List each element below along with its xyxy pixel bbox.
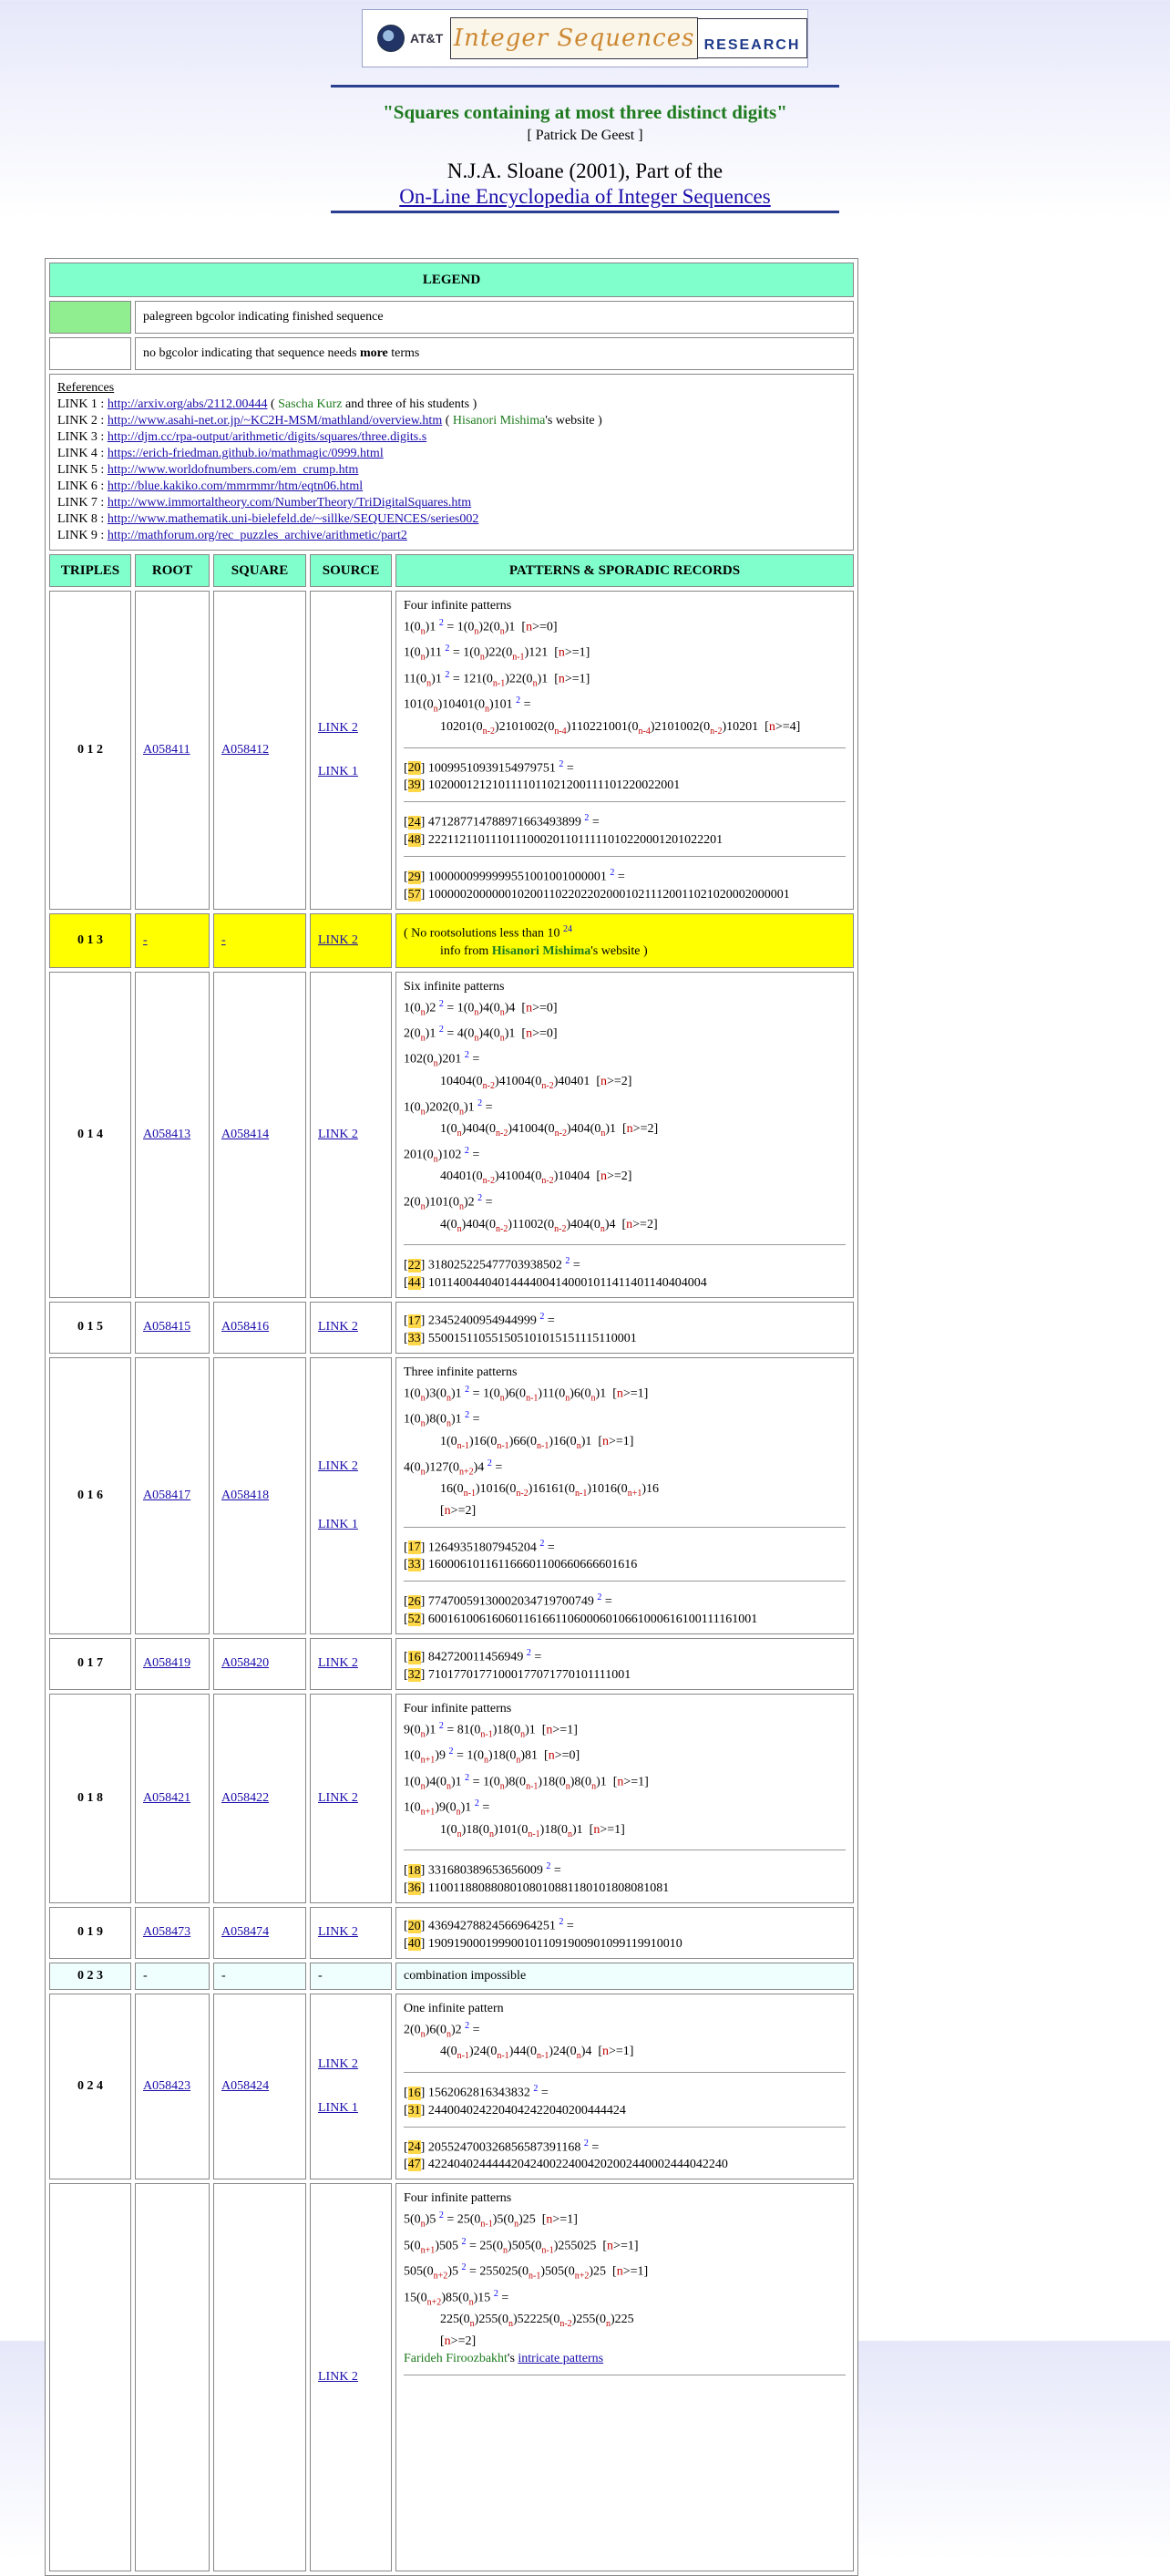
table-row (49, 2183, 854, 2571)
square-link[interactable]: A058416 (221, 1320, 270, 1334)
square-link[interactable]: A058412 (221, 742, 270, 757)
patterns-cell: Four infinite patterns $5(0_n)5$ $^2 = 25(0_{n-1})5(0_n)25$ [n>=1] $5(0_{n+1})505$ $^2 = 25(0_n)505(0_{n-1})255025$ [n>=1] $505(0_{n+2})5$ $^2 = 255025(0_{n-1})505(0_{n+2})25$ [n>=1] $15(0_{n+2})85(0_n)15$ $^2$ = $225(0_n)255(0_n)52225(0_{n-2})255(0_n)225$ [n>=2] Farideh Firoozbakht's intricate patterns (395, 2183, 854, 2571)
references (49, 374, 854, 551)
table-row: 0 1 5 A058415 A058416 LINK 2 [17] 23452400954944999 $^2$ = [33] 550015110551505101015151115110001 (49, 1302, 854, 1354)
source-link[interactable]: LINK 2 (318, 1925, 358, 1940)
ref-link-4: LINK 4 : https://erich-friedman.github.io/mathmagic/0999.html (57, 447, 384, 460)
square-link[interactable]: A058422 (221, 1790, 270, 1805)
source-link[interactable]: LINK 2 (318, 933, 358, 947)
author: [ Patrick De Geest ] (527, 128, 643, 143)
table-row: 0 1 3 - - LINK 2 ( No rootsolutions less than 10 $^{24}$ info from Hisanori Mishima's website ) (49, 913, 854, 968)
square-link[interactable]: A058424 (221, 2078, 270, 2093)
legend-green-desc: palegreen bgcolor indicating finished sequence (135, 301, 854, 334)
root-link[interactable]: A058417 (143, 1488, 191, 1502)
legend-none-desc: no bgcolor indicating that sequence needs more terms (135, 337, 854, 370)
table-row: 0 1 9 A058473 A058474 LINK 2 [20] 43694278824566964251 $^2$ = [40] 1909190001999001011091900901099119910010 (49, 1907, 854, 1959)
source-link[interactable]: LINK 2 (318, 1790, 358, 1805)
ref-link-1: LINK 1 : http://arxiv.org/abs/2112.00444 ( Sascha Kurz and three of his students ) (57, 397, 477, 411)
root-link[interactable]: A058423 (143, 2078, 191, 2093)
root-link[interactable]: A058419 (143, 1656, 191, 1671)
ref-link-9: LINK 9 : http://mathforum.org/rec_puzzles_archive/arithmetic/part2 (57, 529, 407, 542)
column-headers (49, 554, 854, 587)
patterns-cell: Four infinite patterns $1(0_n)1$ $^2 = 1(0_n)2(0_n)1$ [n>=0] $1(0_n)11$ $^2 = 1(0_n)22(0_{n-1})121$ [n>=1] $11(0_n)1$ $^2 = 121(0_{n-1})22(0_n)1$ [n>=1] $101(0_n)10401(0_n)101$ $^2$ = $10201(0_{n-2})2101002(0_{n-4})110221001(0_{n-4})2101002(0_{n-2})10201$ [n>=4] [20] 10099510939154979751 $^2$ = [39] 1020001212101111011021200111101220022001 [24] 471287714788971663493899 $^2$ = [48] 22211211011101110002011011111010220001201022201 [29] 1000000999999551001001000001 $^2$ = [57] 100000200000010200110220220200010211120011021020002000001 (395, 591, 854, 910)
ref-link-8: LINK 8 : http://www.mathematik.uni-bielefeld.de/~sillke/SEQUENCES/series002 (57, 512, 479, 526)
source-link[interactable]: LINK 2 (318, 1320, 358, 1334)
col-square: SQUARE (213, 554, 306, 587)
legend-none-swatch (49, 337, 131, 370)
table-row: 0 2 4 A058423 A058424 LINK 2 LINK 1 One infinite pattern $2(0_n)6(0_n)2$ $^2$ = $4(0_{n-1})24(0_{n-1})44(0_{n-1})24(0_n)4$ [n>=1] [16] 1562062816343832 $^2$ = [31] 2440040242204042422040200444424 [24] 205524700326856587391168 $^2$ = [47] 42240402444442042400224004202002440002444042240 (49, 1994, 854, 2180)
legend-green-swatch (49, 301, 131, 334)
table-row: 0 2 3 - - - combination impossible (49, 1963, 854, 1990)
table-row: 0 1 2 A058411 A058412 LINK 2 LINK 1 Four infinite patterns $1(0_n)1$ $^2 = 1(0_n)2(0_n)1$ [n>=0] $1(0_n)11$ $^2 = 1(0_n)22(0_{n-1})121$ [n>=1] $11(0_n)1$ $^2 = 121(0_{n-1})22(0_n)1$ [n>=1] $101(0_n)10401(0_n)101$ $^2$ = $10201(0_{n-2})2101002(0_{n-4})110221001(0_{n-4})2101002(0_{n-2})10201$ [n>=4] [20] 10099510939154979751 $^2$ = [39] 1020001212101111011021200111101220022001 [24] 471287714788971663493899 $^2$ = [48] 22211211011101110002011011111010220001201022201 [29] 1000000999999551001001000001 $^2$ = [57] 100000200000010200110220220200010211120011021020002000001 (49, 591, 854, 910)
square-link[interactable]: A058414 (221, 1127, 270, 1141)
banner-research: RESEARCH (698, 18, 807, 58)
patterns-cell: [16] 842720011456949 $^2$ = [32] 71017701771000177071770101111001 (395, 1638, 854, 1690)
ref-link-7: LINK 7 : http://www.immortaltheory.com/NumberTheory/TriDigitalSquares.htm (57, 496, 472, 510)
patterns-cell: Four infinite patterns $9(0_n)1$ $^2 = 81(0_{n-1})18(0_n)1$ [n>=1] $1(0_{n+1})9$ $^2 = 1(0_n)18(0_n)81$ [n>=0] $1(0_n)4(0_n)1$ $^2 = 1(0_n)8(0_{n-1})18(0_n)8(0_n)1$ [n>=1] $1(0_{n+1})9(0_n)1$ $^2$ = $1(0_n)18(0_n)101(0_{n-1})18(0_n)1$ [n>=1] [18] 331680389653656009 $^2$ = [36] 11001188088080108010881180101808081081 (395, 1694, 854, 1903)
patterns-cell: Three infinite patterns $1(0_n)3(0_n)1$ $^2 = 1(0_n)6(0_{n-1})11(0_n)6(0_n)1$ [n>=1] $1(0_n)8(0_n)1$ $^2$ = $1(0_{n-1})16(0_{n-1})66(0_{n-1})16(0_n)1$ [n>=1] $4(0_n)127(0_{n+2})4$ $^2$ = $16(0_{n-1})1016(0_{n-2})16161(0_{n-1})1016(0_{n+1})16$ [n>=2] [17] 12649351807945204 $^2$ = [33] 160006101161166601100660666601616 [26] 77470059130002034719700749 $^2$ = [52] 6001610061606011616611060006010661000616100111161001 (395, 1357, 854, 1634)
legend-title: LEGEND (49, 263, 854, 297)
table-row: 0 1 7 A058419 A058420 LINK 2 [16] 842720011456949 $^2$ = [32] 71017701771000177071770101111001 (49, 1638, 854, 1690)
ref-link-5: LINK 5 : http://www.worldofnumbers.com/em_crump.htm (57, 463, 359, 477)
root-link[interactable]: A058473 (143, 1925, 191, 1940)
banner (362, 9, 808, 67)
patterns-cell: [20] 43694278824566964251 $^2$ = [40] 1909190001999001011091900901099119910010 (395, 1907, 854, 1959)
source-link[interactable]: LINK 2 (318, 1127, 358, 1141)
table-row: 0 1 8 A058421 A058422 LINK 2 Four infinite patterns $9(0_n)1$ $^2 = 81(0_{n-1})18(0_n)1$ [n>=1] $1(0_{n+1})9$ $^2 = 1(0_n)18(0_n)81$ [n>=0] $1(0_n)4(0_n)1$ $^2 = 1(0_n)8(0_{n-1})18(0_n)8(0_n)1$ [n>=1] $1(0_{n+1})9(0_n)1$ $^2$ = $1(0_n)18(0_n)101(0_{n-1})18(0_n)1$ [n>=1] [18] 331680389653656009 $^2$ = [36] 11001188088080108010881180101808081081 (49, 1694, 854, 1903)
col-root: ROOT (135, 554, 210, 587)
oeis-link[interactable]: On-Line Encyclopedia of Integer Sequences (399, 185, 771, 208)
ref-link-2: LINK 2 : http://www.asahi-net.or.jp/~KC2H-MSM/mathland/overview.htm ( Hisanori Mishima's website ) (57, 414, 602, 428)
table-row: 0 1 6 A058417 A058418 LINK 2 LINK 1 Three infinite patterns $1(0_n)3(0_n)1$ $^2 = 1(0_n)6(0_{n-1})11(0_n)6(0_n)1$ [n>=1] $1(0_n)8(0_n)1$ $^2$ = $1(0_{n-1})16(0_{n-1})66(0_{n-1})16(0_n)1$ [n>=1] $4(0_n)127(0_{n+2})4$ $^2$ = $16(0_{n-1})1016(0_{n-2})16161(0_{n-1})1016(0_{n+1})16$ [n>=2] [17] 12649351807945204 $^2$ = [33] 160006101161166601100660666601616 [26] 77470059130002034719700749 $^2$ = [52] 6001610061606011616611060006010661000616100111161001 (49, 1357, 854, 1634)
ref-link-6: LINK 6 : http://blue.kakiko.com/mmrmmr/htm/eqtn06.html (57, 479, 364, 493)
source-link[interactable]: LINK 2 (318, 2370, 358, 2384)
source-link[interactable]: LINK 2 (318, 1656, 358, 1671)
page-title: "Squares containing at most three distinct digits" (383, 101, 787, 123)
root-link[interactable]: A058413 (143, 1127, 191, 1141)
table-row: 0 1 4 A058413 A058414 LINK 2 Six infinite patterns $1(0_n)2$ $^2 = 1(0_n)4(0_n)4$ [n>=0] $2(0_n)1$ $^2 = 4(0_n)4(0_n)1$ [n>=0] $102(0_n)201$ $^2$ = $10404(0_{n-2})41004(0_{n-2})40401$ [n>=2] $1(0_n)202(0_n)1$ $^2$ = $1(0_n)404(0_{n-2})41004(0_{n-2})404(0_n)1$ [n>=2] $201(0_n)102$ $^2$ = $40401(0_{n-2})41004(0_{n-2})10404$ [n>=2] $2(0_n)101(0_n)2$ $^2$ = $4(0_n)404(0_{n-2})11002(0_{n-2})404(0_n)4$ [n>=2] [22] 318025225477703938502 $^2$ = [44] 10114004404014444004140001011411401140404004 (49, 972, 854, 1299)
patterns-cell: Six infinite patterns $1(0_n)2$ $^2 = 1(0_n)4(0_n)4$ [n>=0] $2(0_n)1$ $^2 = 4(0_n)4(0_n)1$ [n>=0] $102(0_n)201$ $^2$ = $10404(0_{n-2})41004(0_{n-2})40401$ [n>=2] $1(0_n)202(0_n)1$ $^2$ = $1(0_n)404(0_{n-2})41004(0_{n-2})404(0_n)1$ [n>=2] $201(0_n)102$ $^2$ = $40401(0_{n-2})41004(0_{n-2})10404$ [n>=2] $2(0_n)101(0_n)2$ $^2$ = $4(0_n)404(0_{n-2})11002(0_{n-2})404(0_n)4$ [n>=2] [22] 318025225477703938502 $^2$ = [44] 10114004404014444004140001011411401140404004 (395, 972, 854, 1299)
source-link[interactable]: LINK 1 (318, 1517, 358, 1531)
divider (331, 211, 839, 213)
att-globe-icon (377, 25, 405, 52)
banner-title: Integer Sequences (450, 17, 698, 59)
source-link[interactable]: LINK 2 (318, 2056, 358, 2071)
patterns-cell: [17] 23452400954944999 $^2$ = [33] 550015110551505101015151115110001 (395, 1302, 854, 1354)
sloane-line: N.J.A. Sloane (2001), Part of the (446, 160, 724, 182)
ref-link-3: LINK 3 : http://djm.cc/rpa-output/arithmetic/digits/squares/three.digits.s (57, 430, 427, 444)
root-link[interactable]: A058421 (143, 1790, 191, 1805)
col-triples: TRIPLES (49, 554, 131, 587)
att-logo: AT&T (410, 31, 444, 46)
root-link[interactable]: A058411 (143, 742, 190, 757)
references-heading: References (57, 381, 115, 395)
source-link[interactable]: LINK 1 (318, 764, 358, 778)
patterns-cell: ( No rootsolutions less than 10 $^{24}$ info from Hisanori Mishima's website ) (395, 913, 854, 968)
source-link[interactable]: LINK 1 (318, 2100, 358, 2115)
patterns-cell: One infinite pattern $2(0_n)6(0_n)2$ $^2$ = $4(0_{n-1})24(0_{n-1})44(0_{n-1})24(0_n)4$ [n>=1] [16] 1562062816343832 $^2$ = [31] 2440040242204042422040200444424 [24] 205524700326856587391168 $^2$ = [47] 42240402444442042400224004202002440002444042240 (395, 1994, 854, 2180)
square-link[interactable]: A058418 (221, 1488, 270, 1502)
square-link[interactable]: A058474 (221, 1925, 270, 1940)
main-table (45, 258, 858, 2576)
col-patterns: PATTERNS & SPORADIC RECORDS (395, 554, 854, 587)
root-link[interactable]: A058415 (143, 1320, 191, 1334)
divider (331, 85, 839, 88)
source-link[interactable]: LINK 2 (318, 1458, 358, 1473)
col-source: SOURCE (310, 554, 392, 587)
square-link[interactable]: A058420 (221, 1656, 270, 1671)
source-link[interactable]: LINK 2 (318, 720, 358, 735)
